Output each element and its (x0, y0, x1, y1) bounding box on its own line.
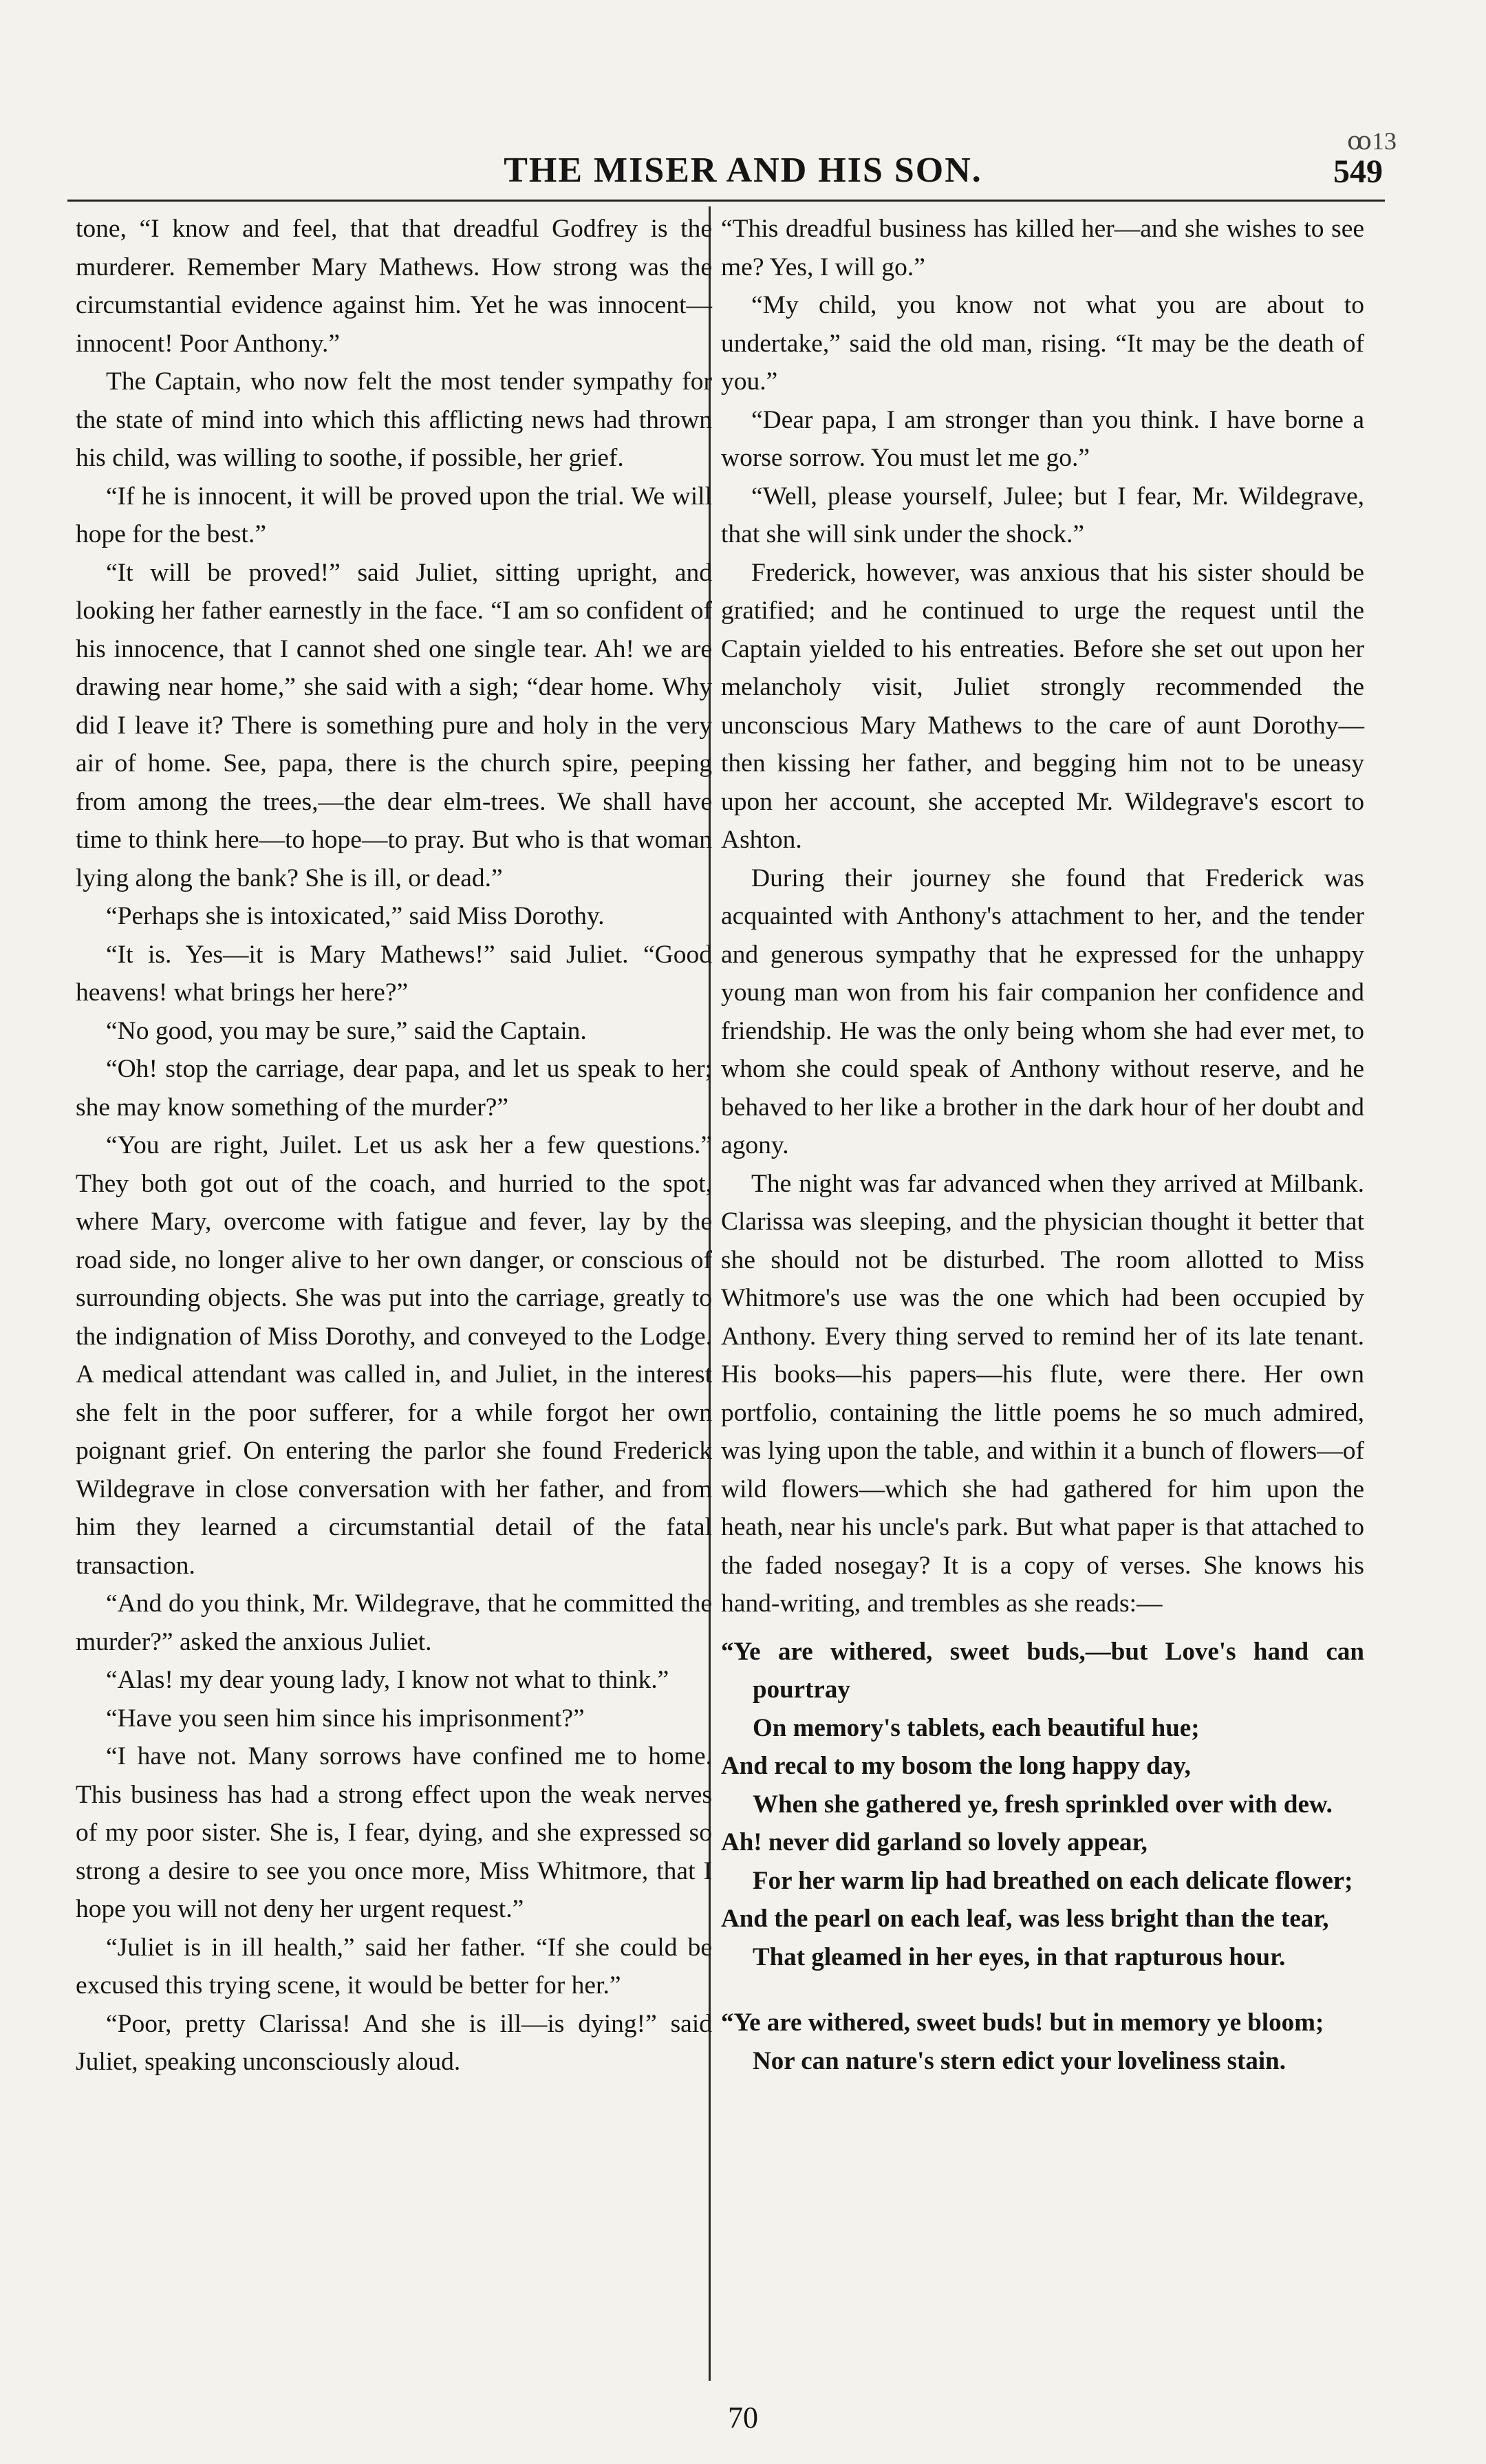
paragraph: “No good, you may be sure,” said the Captain. (106, 1016, 587, 1045)
paragraph: The Captain, who now felt the most tender sympathy for the state of mind into which this afflicting news had thrown his child, was willing to soothe, if possible, her grief. (76, 367, 712, 472)
signature-mark: 70 (728, 2401, 758, 2434)
poem-line: For her warm lip had breathed on each delicate flower; (753, 1866, 1353, 1895)
paragraph: “My child, you know not what you are about to undertake,” said the old man, rising. “It may be the death of you.” (721, 291, 1364, 396)
paragraph: “Dear papa, I am stronger than you think. I have borne a worse sorrow. You must let me go.” (721, 405, 1364, 472)
running-title: THE MISER AND HIS SON. (504, 151, 982, 190)
poem-line: Ah! never did garland so lovely appear, (721, 1828, 1148, 1856)
paragraph: “This dreadful business has killed her—and she wishes to see me? Yes, I will go.” (721, 215, 1364, 281)
right-column (721, 210, 1364, 2080)
stanza-break (721, 1976, 1364, 2004)
paragraph: “I have not. Many sorrows have confined me to home. This business has had a strong effect upon the weak nerves of my poor sister. She is, I fear, dying, and she expressed so strong a desire to see you once more, Miss Whitmore, that I hope you will not deny her urgent request.” (76, 1742, 712, 1923)
paragraph: “Alas! my dear young lady, I know not what to think.” (106, 1666, 669, 1694)
left-column (76, 210, 712, 2081)
poem-line: And recal to my bosom the long happy day, (721, 1752, 1191, 1780)
paragraph: tone, “I know and feel, that that dreadful Godfrey is the murderer. Remember Mary Mathews. How strong was the circumstantial evidence against him. Yet he was innocent—innocent! Poor Anthony.” (76, 215, 712, 358)
paragraph: “Poor, pretty Clarissa! And she is ill—is dying!” said Juliet, speaking unconsciously aloud. (76, 2009, 712, 2076)
paragraph: The night was far advanced when they arrived at Milbank. Clarissa was sleeping, and the physician thought it better that she should not be disturbed. The room allotted to Miss Whitmore's use was the one which had been occupied by Anthony. Every thing served to remind her of its late tenant. His books—his papers—his flute, were there. Her own portfolio, containing the little poems he so much admired, was lying upon the table, and within it a bunch of flowers—of wild flowers—which she had gathered for him upon the heath, near his uncle's park. But what paper is that attached to the faded nosegay? It is a copy of verses. She knows his hand-writing, and trembles as she reads:— (721, 1169, 1364, 1618)
paragraph: “It is. Yes—it is Mary Mathews!” said Juliet. “Good heavens! what brings her here?” (76, 940, 712, 1007)
poem-line: And the pearl on each leaf, was less bright than the tear, (721, 1905, 1329, 1933)
poem (721, 1633, 1364, 2081)
paragraph: “It will be proved!” said Juliet, sitting upright, and looking her father earnestly in the face. “I am so confident of his innocence, that I cannot shed one single tear. Ah! we are drawing near home,” she said with a sigh; “dear home. Why did I leave it? There is something pure and holy in the very air of home. See, papa, there is the church spire, peeping from among the trees,—the dear elm-trees. We shall have time to think here—to hope—to pray. But who is that woman lying along the bank? She is ill, or dead.” (76, 558, 712, 892)
margin-note: ꝏ13 (1347, 127, 1397, 155)
paragraph: “Juliet is in ill health,” said her father. “If she could be excused this trying scene, it would be better for her.” (76, 1933, 712, 2000)
paragraph: During their journey she found that Frederick was acquainted with Anthony's attachment to her, and the tender and generous sympathy that he expressed for the unhappy young man won from his fair companion her confidence and friendship. He was the only being whom she had ever met, to whom she could speak of Anthony without reserve, and he behaved to her like a brother in the dark hour of her doubt and agony. (721, 864, 1364, 1159)
paragraph: “Have you seen him since his imprisonment?” (106, 1704, 585, 1733)
poem-line: That gleamed in her eyes, in that rapturous hour. (753, 1942, 1286, 1971)
header-rule (67, 200, 1385, 202)
poem-line: “Ye are withered, sweet buds! but in memory ye bloom; (721, 2008, 1324, 2037)
poem-line: “Ye are withered, sweet buds,—but Love's hand can pourtray (721, 1637, 1364, 1704)
poem-line: Nor can nature's stern edict your loveliness stain. (753, 2046, 1286, 2075)
paragraph: “Oh! stop the carriage, dear papa, and let us speak to her; she may know something of the murder?” (76, 1055, 712, 1122)
paragraph: “Well, please yourself, Julee; but I fear, Mr. Wildegrave, that she will sink under the shock.” (721, 482, 1364, 548)
poem-line: When she gathered ye, fresh sprinkled over with dew. (753, 1790, 1333, 1819)
page-number: 549 (1333, 153, 1383, 190)
paragraph: “Perhaps she is intoxicated,” said Miss Dorothy. (106, 902, 605, 930)
poem-line: On memory's tablets, each beautiful hue; (753, 1713, 1200, 1742)
paragraph: “You are right, Juilet. Let us ask her a few questions.” They both got out of the coach, and hurried to the spot, where Mary, overcome with fatigue and fever, lay by the road side, no longer alive to her own danger, or conscious of surrounding objects. She was put into the carriage, greatly to the indignation of Miss Dorothy, and conveyed to the Lodge. A medical attendant was called in, and Juliet, in the interest she felt in the poor sufferer, for a while forgot her own poignant grief. On entering the parlor she found Frederick Wildegrave in close conversation with her father, and from him they learned a circumstantial detail of the fatal transaction. (76, 1131, 712, 1580)
paragraph: “And do you think, Mr. Wildegrave, that he committed the murder?” asked the anxious Juliet. (76, 1589, 712, 1656)
paragraph: “If he is innocent, it will be proved upon the trial. We will hope for the best.” (76, 482, 712, 548)
paragraph: Frederick, however, was anxious that his sister should be gratified; and he continued to urge the request until the Captain yielded to his entreaties. Before she set out upon her melancholy visit, Juliet strongly recommended the unconscious Mary Mathews to the care of aunt Dorothy—then kissing her father, and begging him not to be uneasy upon her account, she accepted Mr. Wildegrave's escort to Ashton. (721, 558, 1364, 854)
